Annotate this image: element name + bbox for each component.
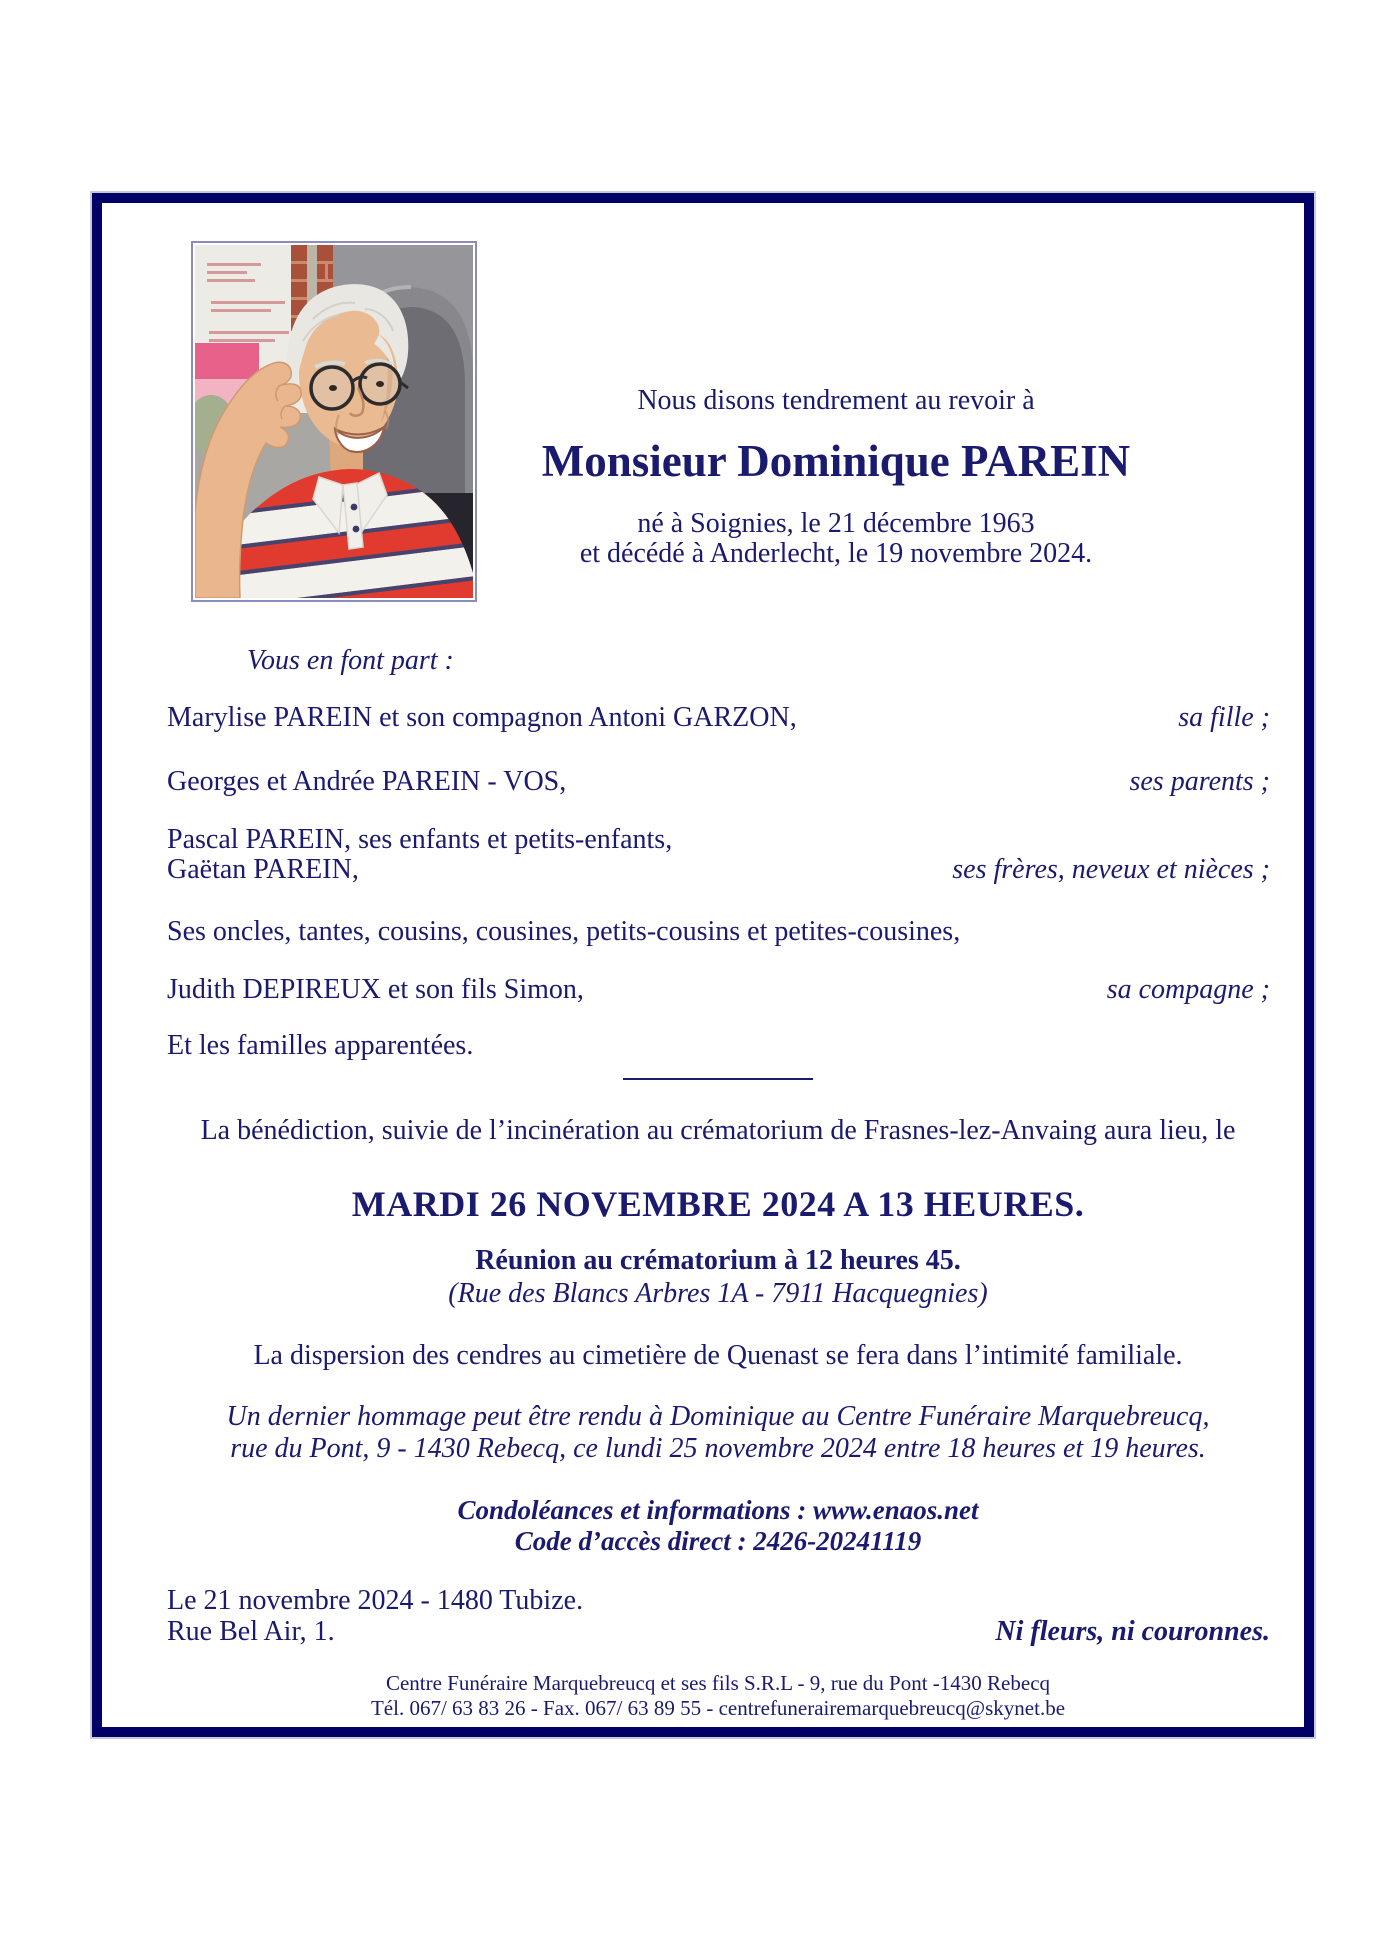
no-flowers-note: Ni fleurs, ni couronnes. [995, 1616, 1270, 1647]
family-names: Marylise PAREIN et son compagnon Antoni GARZON, [167, 702, 797, 733]
ceremony-date: MARDI 26 NOVEMBRE 2024 A 13 HEURES. [351, 1184, 1085, 1224]
family-names: Ses oncles, tantes, cousins, cousines, petits-cousins et petites-cousines, [167, 916, 961, 947]
relation-label: ses frères, neveux et nièces ; [952, 854, 1270, 885]
family-row [167, 1031, 1270, 1061]
family-row [167, 767, 1270, 797]
family-row [167, 975, 1270, 1005]
ceremony-intro: La bénédiction, suivie de l’incinération au crématorium de Frasnes-lez-Anvaing aura lieu, le [200, 1115, 1236, 1146]
intro-line: Nous disons tendrement au revoir à [637, 385, 1035, 416]
tribute-line-1: Un dernier hommage peut être rendu à Dominique au Centre Funéraire Marquebreucq, [226, 1401, 1210, 1432]
memorial-card-frame [92, 193, 1314, 1737]
family-names-line2: Gaëtan PAREIN, [167, 854, 359, 885]
footer-line-2: Tél. 067/ 63 83 26 - Fax. 067/ 63 89 55 - centrefunerairemarquebreucq@skynet.be [370, 1696, 1066, 1720]
section-divider [623, 1078, 813, 1080]
ashes-line: La dispersion des cendres au cimetière de Quenast se fera dans l’intimité familiale. [253, 1340, 1183, 1371]
closing-row [167, 1617, 1270, 1647]
ceremony-meeting: Réunion au crématorium à 12 heures 45. [475, 1245, 961, 1276]
relation-label: ses parents ; [1129, 766, 1270, 797]
death-line: et décédé à Anderlecht, le 19 novembre 2024. [579, 538, 1093, 569]
family-names: Georges et Andrée PAREIN - VOS, [167, 766, 567, 797]
tribute-line-2: rue du Pont, 9 - 1430 Rebecq, ce lundi 25 novembre 2024 entre 18 heures et 19 heures. [230, 1433, 1206, 1464]
birth-line: né à Soignies, le 21 décembre 1963 [637, 508, 1035, 539]
announcement-lead: Vous en font part : [247, 645, 454, 676]
family-row [167, 825, 1270, 885]
family-row [167, 917, 1270, 947]
relation-label: sa compagne ; [1106, 974, 1270, 1005]
access-code-line: Code d’accès direct : 2426-20241119 [514, 1526, 922, 1556]
ceremony-address: (Rue des Blancs Arbres 1A - 7911 Hacquegnies) [448, 1278, 988, 1309]
closing-date-place: Le 21 novembre 2024 - 1480 Tubize. [167, 1585, 584, 1616]
relation-label: sa fille ; [1178, 702, 1270, 733]
tribute-paragraph [132, 1401, 1304, 1465]
closing-address: Rue Bel Air, 1. [167, 1616, 335, 1647]
family-names: Et les familles apparentées. [167, 1030, 474, 1061]
family-row [167, 703, 1270, 733]
footer-line-1: Centre Funéraire Marquebreucq et ses fils S.R.L - 9, rue du Pont -1430 Rebecq [385, 1671, 1051, 1695]
family-names: Judith DEPIREUX et son fils Simon, [167, 974, 584, 1005]
condolences-line: Condoléances et informations : www.enaos.net [457, 1495, 979, 1525]
family-names: Pascal PAREIN, ses enfants et petits-enfants, [167, 824, 673, 855]
deceased-name: Monsieur Dominique PAREIN [541, 436, 1131, 486]
